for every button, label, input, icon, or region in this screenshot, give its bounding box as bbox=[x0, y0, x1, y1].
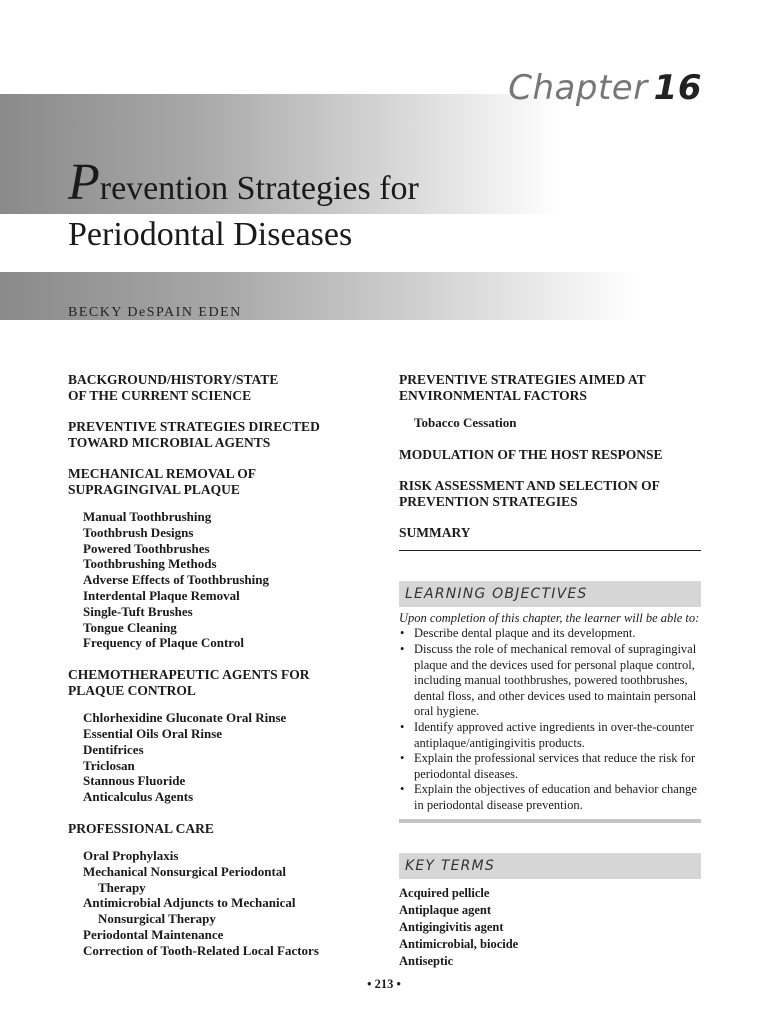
chapter-word: Chapter bbox=[508, 68, 648, 108]
objective-item: • Explain the professional services that reduce the risk for periodontal diseases. bbox=[399, 751, 701, 782]
outline-subsection-list bbox=[399, 415, 701, 431]
chapter-title bbox=[68, 154, 588, 258]
title-line2: Periodontal Diseases bbox=[68, 216, 353, 253]
outline-subitem: Oral Prophylaxis bbox=[83, 847, 179, 863]
outline-heading: PREVENTIVE STRATEGIES AIMED AT ENVIRONMENTAL FACTORS bbox=[399, 372, 646, 403]
outline-subitem: Correction of Tooth-Related Local Factors bbox=[83, 942, 319, 958]
outline-heading: MECHANICAL REMOVAL OF SUPRAGINGIVAL PLAQUE bbox=[68, 466, 257, 497]
key-terms-heading: KEY TERMS bbox=[399, 853, 701, 879]
page-number: • 213 • bbox=[367, 977, 401, 991]
outline-subitem: Essential Oils Oral Rinse bbox=[83, 725, 223, 741]
chapter-number: 16 bbox=[653, 68, 702, 108]
learning-objectives-body bbox=[399, 611, 701, 814]
outline-subitem: Manual Toothbrushing bbox=[83, 509, 212, 524]
key-terms-list bbox=[399, 885, 701, 970]
outline-subitem-continuation: Nonsurgical Therapy bbox=[98, 911, 216, 927]
key-term: Antigingivitis agent bbox=[399, 919, 504, 934]
outline-subitem: Single-Tuft Brushes bbox=[83, 603, 193, 619]
outline-heading: RISK ASSESSMENT AND SELECTION OF PREVENTION STRATEGIES bbox=[399, 477, 660, 509]
outline-subitem: Triclosan bbox=[83, 757, 135, 773]
outline-subitem: Interdental Plaque Removal bbox=[83, 587, 240, 603]
outline-subitem: Periodontal Maintenance bbox=[83, 926, 224, 942]
objective-item: • Describe dental plaque and its development. bbox=[399, 626, 701, 642]
outline-subitem: Stannous Fluoride bbox=[83, 773, 186, 789]
key-term: Acquired pellicle bbox=[399, 885, 490, 900]
learning-objectives-heading: LEARNING OBJECTIVES bbox=[399, 581, 701, 607]
outline-subsection-list bbox=[68, 710, 368, 805]
outline-subitem: Chlorhexidine Gluconate Oral Rinse bbox=[83, 710, 287, 726]
outline-subitem-continuation: Therapy bbox=[98, 879, 146, 895]
title-line1: revention Strategies for bbox=[99, 170, 419, 207]
outline-subsection-list bbox=[68, 509, 368, 651]
outline-subitem: Tobacco Cessation bbox=[414, 415, 517, 430]
chapter-outline-right bbox=[399, 372, 701, 970]
outline-heading: PROFESSIONAL CARE bbox=[68, 820, 214, 836]
outline-subitem: Anticalculus Agents bbox=[83, 789, 194, 805]
outline-subitem: Toothbrushing Methods bbox=[83, 556, 217, 572]
outline-subitem: Dentifrices bbox=[83, 741, 144, 757]
summary-divider bbox=[399, 550, 701, 551]
key-term: Antimicrobial, biocide bbox=[399, 936, 519, 951]
outline-heading: CHEMOTHERAPEUTIC AGENTS FOR PLAQUE CONTROL bbox=[68, 667, 310, 699]
outline-subitem: Antimicrobial Adjuncts to Mechanical bbox=[83, 895, 296, 911]
outline-subitem: Tongue Cleaning bbox=[83, 619, 177, 635]
key-term: Antiseptic bbox=[399, 953, 454, 968]
outline-subitem: Toothbrush Designs bbox=[83, 524, 194, 540]
author-name: BECKY DeSPAIN EDEN bbox=[68, 305, 242, 320]
objective-item: • Identify approved active ingredients in over-the-counter antiplaque/antigingivitis products. bbox=[399, 720, 701, 751]
title-initial: P bbox=[68, 154, 100, 211]
outline-heading: SUMMARY bbox=[399, 524, 471, 540]
outline-subitem: Frequency of Plaque Control bbox=[83, 635, 244, 651]
outline-heading: PREVENTIVE STRATEGIES DIRECTED TOWARD MICROBIAL AGENTS bbox=[68, 419, 320, 450]
chapter-label bbox=[508, 68, 702, 108]
outline-heading: MODULATION OF THE HOST RESPONSE bbox=[399, 446, 663, 462]
outline-subsection-list bbox=[68, 848, 368, 959]
chapter-outline-left bbox=[68, 372, 368, 975]
objective-item: • Discuss the role of mechanical removal of supragingival plaque and the devices used for personal plaque control, including manual toothbrushes, powered toothbrushes, dental floss, and other devices used to maintain personal oral hygiene. bbox=[399, 642, 701, 720]
objectives-divider bbox=[399, 819, 701, 823]
outline-subitem: Adverse Effects of Toothbrushing bbox=[83, 572, 269, 588]
outline-subitem: Powered Toothbrushes bbox=[83, 540, 210, 556]
objective-item: • Explain the objectives of education and behavior change in periodontal disease prevention. bbox=[399, 782, 701, 813]
learning-objectives-list bbox=[399, 626, 701, 813]
key-term: Antiplaque agent bbox=[399, 902, 492, 917]
learning-objectives-intro: Upon completion of this chapter, the learner will be able to: bbox=[399, 610, 700, 625]
outline-heading: BACKGROUND/HISTORY/STATE OF THE CURRENT SCIENCE bbox=[68, 372, 279, 403]
outline-subitem: Mechanical Nonsurgical Periodontal bbox=[83, 863, 286, 879]
